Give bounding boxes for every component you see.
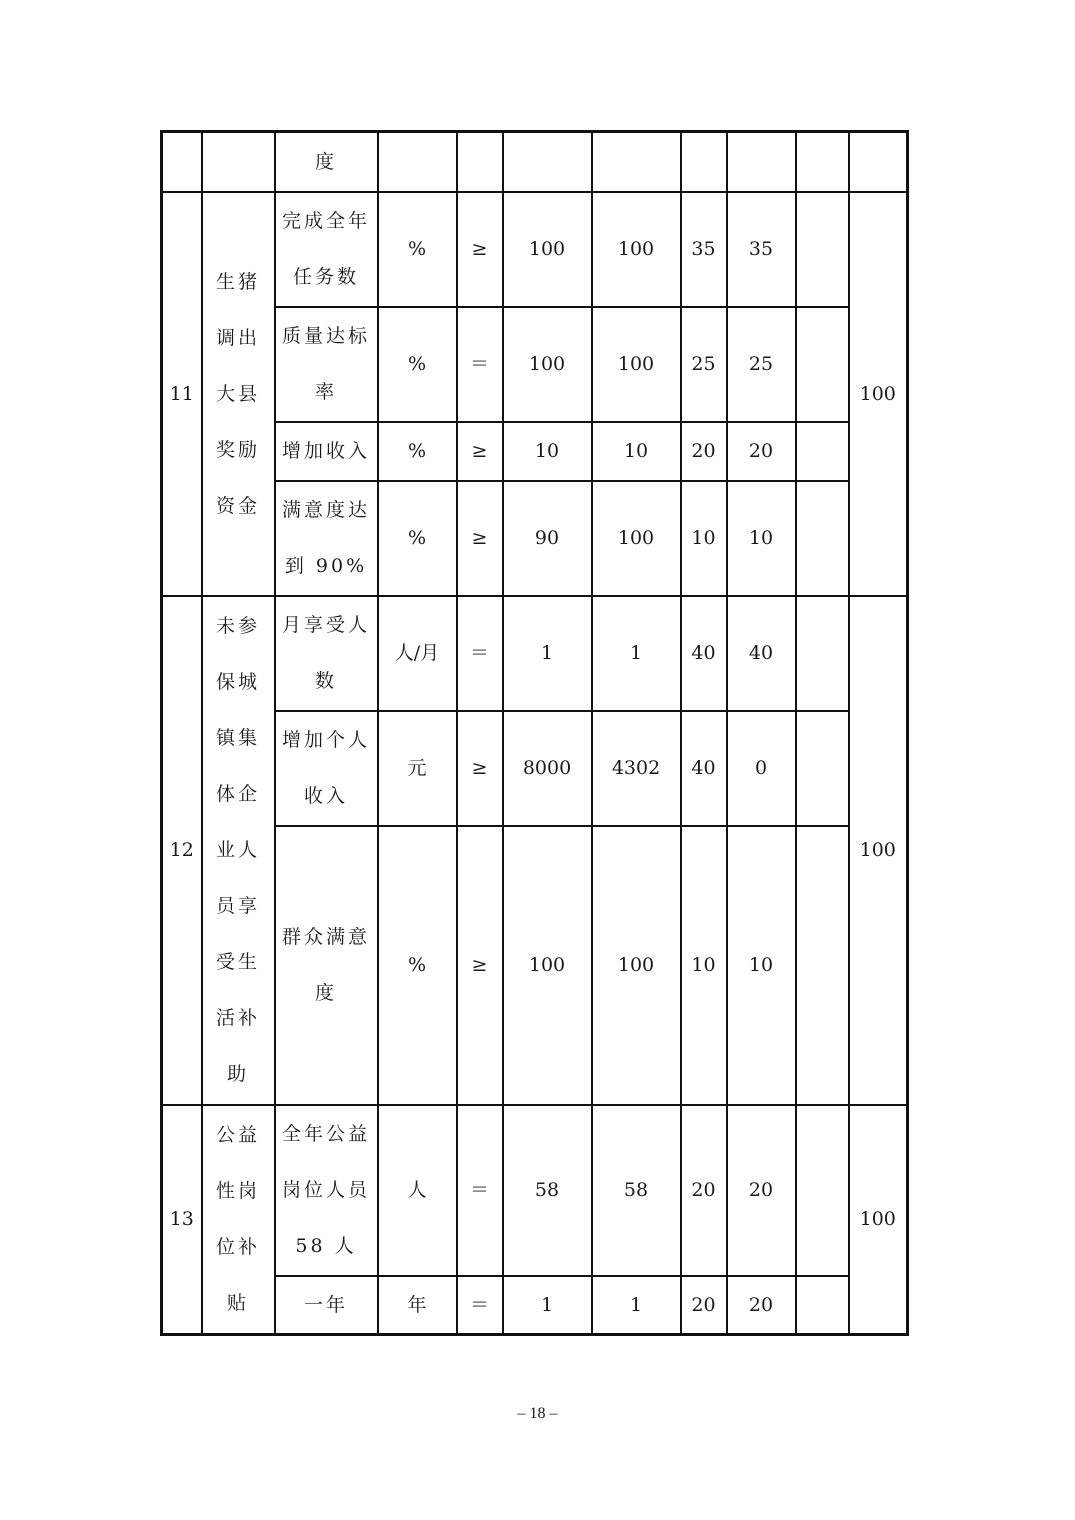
note-cell [796,422,849,481]
note-cell [796,1105,849,1276]
operator-cell: ＝ [457,1105,503,1276]
score-cell: 10 [727,826,796,1105]
weight-cell: 20 [681,422,727,481]
note-cell [796,1276,849,1335]
operator-cell: ＝ [457,596,503,711]
score-cell: 0 [727,711,796,826]
unit-cell: 年 [378,1276,457,1335]
performance-table [160,130,909,1336]
target-cell: 100 [503,307,592,422]
unit-cell: % [378,826,457,1105]
unit-cell: 人 [378,1105,457,1276]
project-cell [202,132,275,192]
indicator-cell: 全年公益 岗位人员 58 人 [275,1105,378,1276]
note-cell [796,596,849,711]
target-cell: 90 [503,481,592,596]
weight-cell: 20 [681,1105,727,1276]
target-cell: 1 [503,1276,592,1335]
operator-cell: ≥ [457,422,503,481]
note-cell [796,132,849,192]
total-cell [849,132,908,192]
project-cell: 公益 性岗 位补 贴 [202,1105,275,1335]
score-cell [727,132,796,192]
note-cell [796,307,849,422]
table-row [162,1105,908,1276]
note-cell [796,711,849,826]
actual-cell: 100 [592,192,681,307]
indicator-cell: 增加个人 收入 [275,711,378,826]
score-cell: 20 [727,1276,796,1335]
actual-cell [592,132,681,192]
project-cell: 未参 保城 镇集 体企 业人 员享 受生 活补 助 [202,596,275,1105]
unit-cell: % [378,307,457,422]
actual-cell: 1 [592,596,681,711]
seq-cell: 12 [162,596,202,1105]
operator-cell: ≥ [457,481,503,596]
target-cell: 100 [503,826,592,1105]
note-cell [796,192,849,307]
indicator-cell: 完成全年 任务数 [275,192,378,307]
weight-cell: 40 [681,596,727,711]
target-cell: 8000 [503,711,592,826]
weight-cell: 35 [681,192,727,307]
actual-cell: 10 [592,422,681,481]
score-cell: 25 [727,307,796,422]
score-cell: 40 [727,596,796,711]
indicator-cell: 增加收入 [275,422,378,481]
unit-cell: 人/月 [378,596,457,711]
unit-cell [378,132,457,192]
table-row [162,596,908,711]
actual-cell: 4302 [592,711,681,826]
table-row [162,132,908,192]
seq-cell [162,132,202,192]
weight-cell: 40 [681,711,727,826]
score-cell: 20 [727,1105,796,1276]
weight-cell: 25 [681,307,727,422]
score-cell: 20 [727,422,796,481]
weight-cell: 20 [681,1276,727,1335]
indicator-cell: 群众满意 度 [275,826,378,1105]
indicator-cell: 满意度达 到 90% [275,481,378,596]
note-cell [796,826,849,1105]
operator-cell: ＝ [457,1276,503,1335]
seq-cell: 13 [162,1105,202,1335]
target-cell: 58 [503,1105,592,1276]
unit-cell: % [378,422,457,481]
unit-cell: % [378,481,457,596]
actual-cell: 1 [592,1276,681,1335]
operator-cell: ＝ [457,307,503,422]
operator-cell: ≥ [457,192,503,307]
target-cell: 1 [503,596,592,711]
total-cell: 100 [849,192,908,596]
indicator-cell: 度 [275,132,378,192]
target-cell: 10 [503,422,592,481]
operator-cell: ≥ [457,711,503,826]
target-cell [503,132,592,192]
weight-cell: 10 [681,826,727,1105]
unit-cell: % [378,192,457,307]
indicator-cell: 月享受人 数 [275,596,378,711]
actual-cell: 100 [592,307,681,422]
unit-cell: 元 [378,711,457,826]
actual-cell: 100 [592,826,681,1105]
weight-cell [681,132,727,192]
project-cell: 生猪 调出 大县 奖励 资金 [202,192,275,596]
operator-cell: ≥ [457,826,503,1105]
indicator-cell: 一年 [275,1276,378,1335]
actual-cell: 100 [592,481,681,596]
weight-cell: 10 [681,481,727,596]
total-cell: 100 [849,596,908,1105]
total-cell: 100 [849,1105,908,1335]
page-number: – 18 – [517,1405,558,1422]
score-cell: 35 [727,192,796,307]
note-cell [796,481,849,596]
operator-cell [457,132,503,192]
table-row [162,192,908,307]
seq-cell: 11 [162,192,202,596]
actual-cell: 58 [592,1105,681,1276]
indicator-cell: 质量达标 率 [275,307,378,422]
target-cell: 100 [503,192,592,307]
score-cell: 10 [727,481,796,596]
